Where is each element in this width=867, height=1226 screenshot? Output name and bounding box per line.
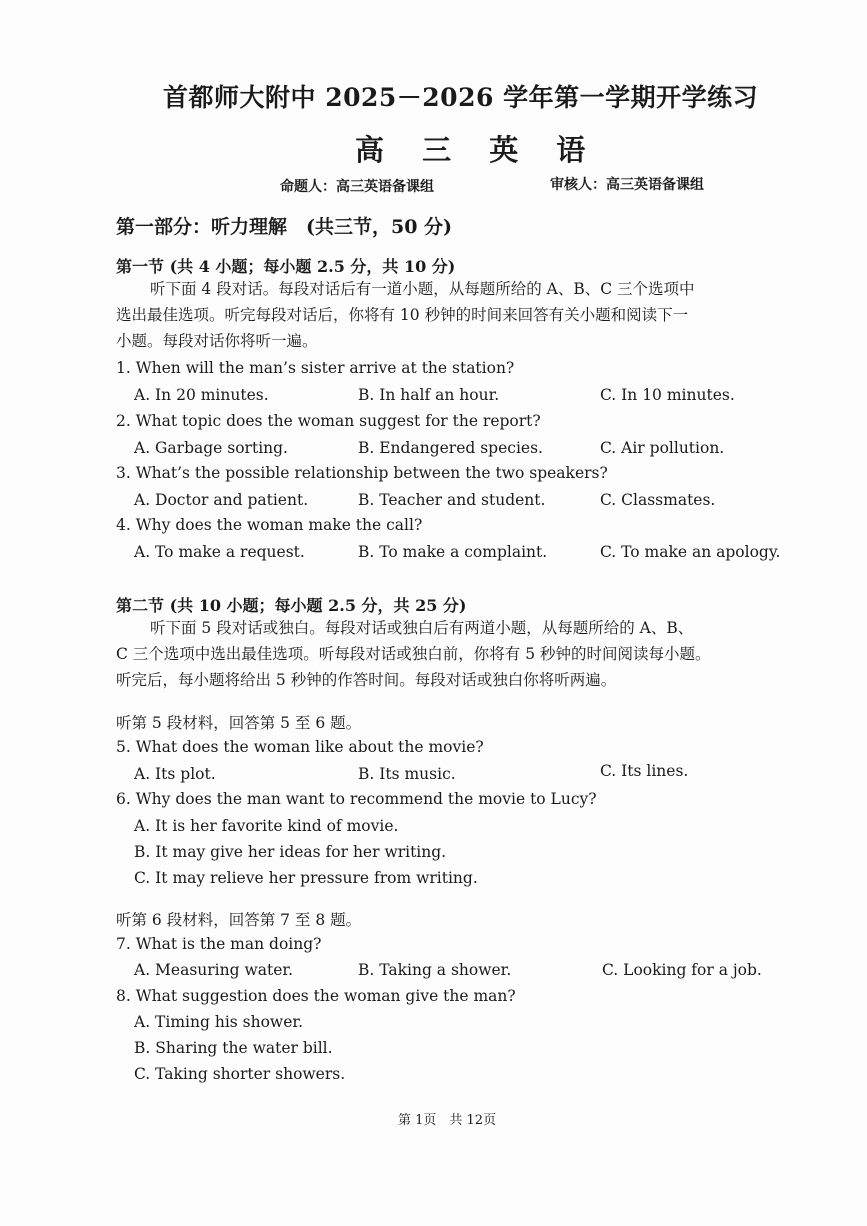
group-heading: 听第 6 段材料，回答第 7 至 8 题。 [116,911,362,929]
reviewer-label: 审核人：高三英语备课组 [550,177,704,193]
question-2: 2. What topic does the woman suggest for the report? [116,412,541,430]
page-number: 第 1页 共 12页 [398,1113,497,1128]
section-title: 第一节 (共 4 小题；每小题 2.5 分，共 10 分) [116,257,456,276]
option-c: C. Air pollution. [600,439,725,457]
question-8: 8. What suggestion does the woman give the man? [116,987,516,1005]
option-b: B. Its music. [358,765,456,783]
instruction-line: C 三个选项中选出最佳选项。听每段对话或独白前，你将有 5 秒钟的时间阅读每小题。 [116,645,711,663]
option-c: C. In 10 minutes. [600,386,735,404]
exam-title: 首都师大附中 2025－2026 学年第一学期开学练习 [163,83,759,112]
option-a: A. Doctor and patient. [134,491,309,509]
exam-subject: 高 三 英 语 [355,133,600,167]
option-a: A. Timing his shower. [134,1013,303,1031]
option-a: A. It is her favorite kind of movie. [134,817,399,835]
option-a: A. To make a request. [134,543,305,561]
option-a: A. Measuring water. [134,961,294,979]
option-b: B. In half an hour. [358,386,500,404]
option-c: C. Its lines. [600,762,689,780]
setter-label: 命题人：高三英语备课组 [280,179,434,195]
option-b: B. Endangered species. [358,439,543,457]
question-7: 7. What is the man doing? [116,935,322,953]
option-c: C. Taking shorter showers. [134,1065,346,1083]
section-title: 第二节 (共 10 小题；每小题 2.5 分，共 25 分) [116,596,467,615]
option-b: B. Sharing the water bill. [134,1039,333,1057]
option-b: B. Taking a shower. [358,961,512,979]
instruction-line: 听下面 5 段对话或独白。每段对话或独白后有两道小题，从每题所给的 A、B、 [150,619,694,637]
option-a: A. Its plot. [134,765,216,783]
option-c: C. Looking for a job. [602,961,762,979]
question-3: 3. What’s the possible relationship between the two speakers? [116,464,608,482]
question-5: 5. What does the woman like about the movie? [116,738,484,756]
instruction-line: 听下面 4 段对话。每段对话后有一道小题，从每题所给的 A、B、C 三个选项中 [150,280,695,298]
option-a: A. In 20 minutes. [134,386,269,404]
instruction-line: 小题。每段对话你将听一遍。 [116,332,318,350]
part-title: 第一部分：听力理解 (共三节，50 分) [116,216,453,238]
question-6: 6. Why does the man want to recommend the movie to Lucy? [116,790,597,808]
group-heading: 听第 5 段材料，回答第 5 至 6 题。 [116,714,362,732]
option-b: B. To make a complaint. [358,543,548,561]
option-c: C. It may relieve her pressure from writing. [134,869,478,887]
instruction-line: 选出最佳选项。听完每段对话后，你将有 10 秒钟的时间来回答有关小题和阅读下一 [116,306,689,324]
option-b: B. Teacher and student. [358,491,546,509]
option-c: C. To make an apology. [600,543,781,561]
option-b: B. It may give her ideas for her writing. [134,843,447,861]
instruction-line: 听完后，每小题将给出 5 秒钟的作答时间。每段对话或独白你将听两遍。 [116,671,617,689]
option-a: A. Garbage sorting. [134,439,288,457]
option-c: C. Classmates. [600,491,716,509]
question-4: 4. Why does the woman make the call? [116,516,423,534]
question-1: 1. When will the man’s sister arrive at the station? [116,359,515,377]
